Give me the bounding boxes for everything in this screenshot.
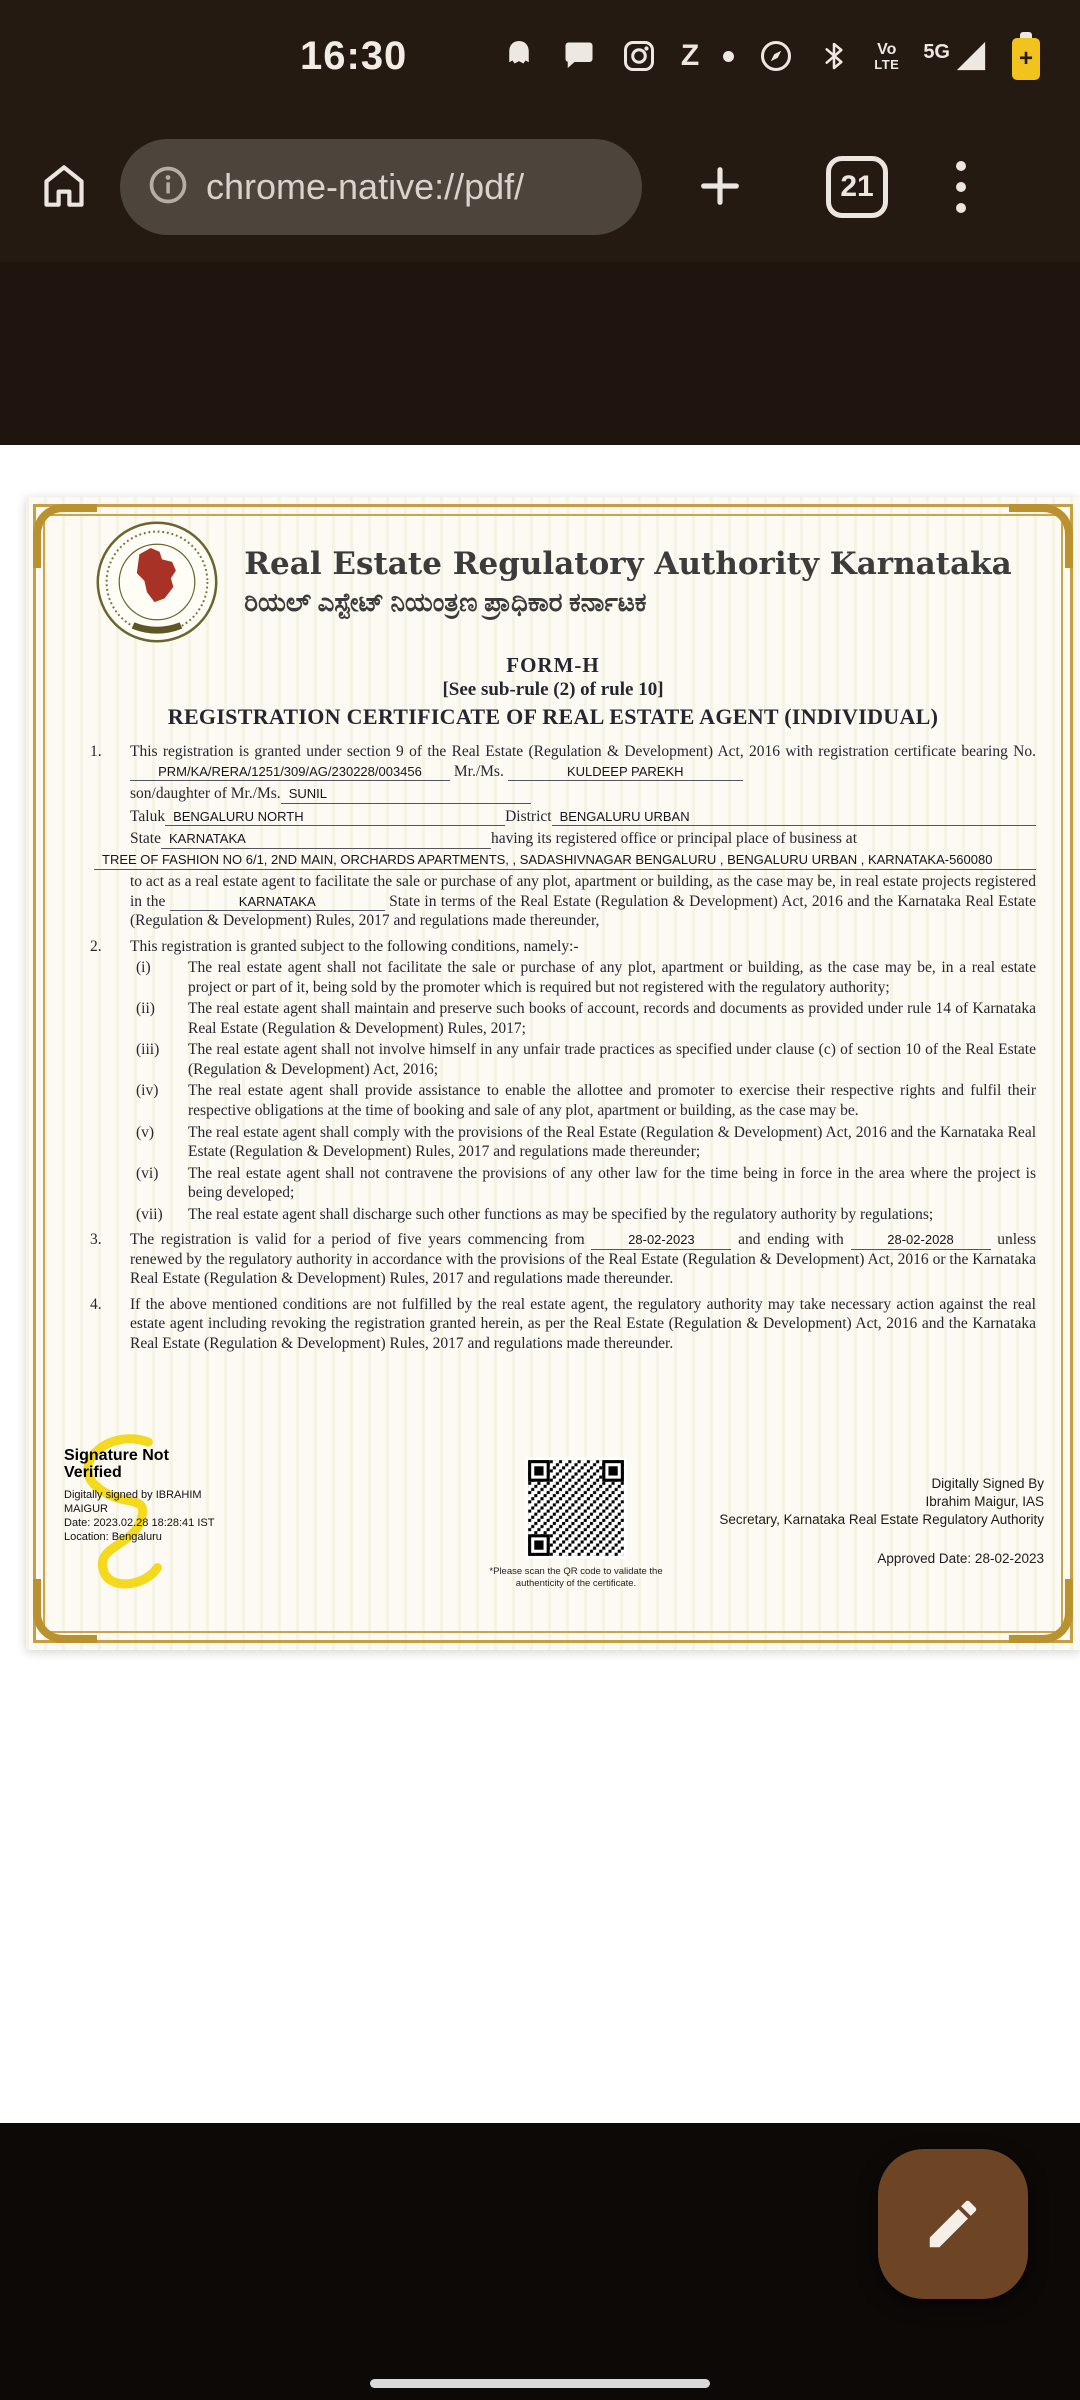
registration-number: PRM/KA/RERA/1251/309/AG/230228/003456	[130, 764, 450, 782]
digitally-signed-by-text: Digitally signed by IBRAHIM MAIGUR	[64, 1488, 202, 1515]
tab-switcher-button[interactable]	[826, 156, 888, 218]
office-address: TREE OF FASHION NO 6/1, 2ND MAIN, ORCHARDS APARTMENTS, , SADASHIVNAGAR BENGALURU , BENGALURU URBAN , KARNATAKA-560080	[94, 852, 1036, 871]
z-notification-icon: Z	[680, 39, 700, 72]
page-info-icon[interactable]	[146, 163, 190, 212]
status-time: 16:30	[300, 33, 408, 78]
volte-icon	[874, 42, 899, 71]
condition-iv: (iv) The real estate agent shall provide assistance to enable the allottee and promoter to exercise their respective rights and fulfil their respective obligations at the time of booking and sale of any plot, apartment or building, as the case may be.	[136, 1082, 1036, 1119]
office-text: having its registered office or principal place of business at	[491, 830, 857, 848]
clause-4	[90, 1295, 1036, 1354]
authority-name-kannada: ರಿಯಲ್ ಎಸ್ಟೇಟ್ ನಿಯಂತ್ರಣ ಪ್ರಾಧಿಕಾರ ಕರ್ನಾಟಕ	[244, 587, 647, 617]
status-bar	[0, 0, 1080, 112]
approval-date: Approved Date: 28-02-2023	[877, 1551, 1044, 1566]
status-icons	[501, 32, 1040, 80]
rule-reference: [See sub-rule (2) of rule 10]	[442, 679, 664, 700]
signature-not-verified-text: Signature Not Verified	[64, 1447, 169, 1482]
mr-ms-label: Mr./Ms.	[453, 762, 504, 780]
compass-icon	[758, 38, 794, 74]
condition-vii: (vii) The real estate agent shall discharge such other functions as may be specified by the regulatory authority by regulations;	[136, 1205, 934, 1223]
validity-text-3: unless renewed by the regulatory authority in accordance with the provisions of the Real Estate (Regulation & Development) Act, 2016 or the Karnataka Real Estate (Regulation & Development) Rules, 2017 and regulations made thereunder.	[130, 1231, 1037, 1288]
condition-i: (i) The real estate agent shall not facilitate the sale or purchase of any plot, apartment or building, as the case may be, in a real estate project or part of it, being sold by the promoter which is required but not registered with the regulatory authority;	[136, 959, 1036, 996]
url-text: chrome-native://pdf/	[206, 166, 525, 207]
act-text-1: to act as a real estate agent to facilitate the sale or purchase of any plot, apartment or building, as the case may be, in real estate projects registered in the	[130, 873, 1036, 910]
end-date: 28-02-2028	[851, 1232, 991, 1250]
gesture-handle[interactable]	[370, 2379, 710, 2388]
volte-bottom-label: LTE	[874, 56, 900, 72]
condition-v: (v) The real estate agent shall comply with the provisions of the Real Estate (Regulation & Development) Act, 2016 and the Karnataka Real Estate (Regulation & Development) Rules, 2017 and regulations made thereunder;	[136, 1123, 1036, 1161]
clause-2	[90, 937, 1036, 1224]
validity-text-1: The registration is valid for a period of five years commencing from	[130, 1231, 585, 1249]
condition-vi: (vi) The real estate agent shall not contravene the provisions of any other law for the time being in force in the area where the project is being developed;	[136, 1164, 1036, 1202]
authority-name: Real Estate Regulatory Authority Karnataka	[244, 545, 1012, 582]
signature-location: Location: Bengaluru	[64, 1530, 162, 1543]
approval-block	[604, 1473, 1044, 1566]
signal-triangle-icon	[954, 39, 988, 73]
chat-icon	[561, 38, 597, 74]
condition-ii: (ii) The real estate agent shall maintain and preserve such books of account, records and documents as provided under rule 14 of Karnataka Real Estate (Regulation & Development) Rules, 2017;	[136, 1000, 1036, 1037]
more-notifications-dot	[723, 51, 734, 62]
certificate-header	[70, 519, 1036, 645]
certificate	[26, 497, 1080, 1650]
new-tab-button[interactable]	[692, 158, 748, 217]
qr-caption: *Please scan the QR code to validate the authenticity of the certificate.	[489, 1566, 663, 1590]
clause-2-intro: This registration is granted subject to the following conditions, namely:-	[130, 937, 579, 955]
form-number: FORM-H	[506, 653, 600, 677]
tab-count: 21	[840, 170, 874, 203]
state-value: KARNATAKA	[161, 831, 491, 849]
district-label: District	[505, 807, 552, 825]
commencement-date: 28-02-2023	[591, 1232, 731, 1250]
clause-3	[90, 1230, 1036, 1289]
bluetooth-icon	[818, 38, 850, 74]
clause-3-number: 3.	[90, 1231, 102, 1249]
clause-4-number: 4.	[90, 1295, 102, 1313]
karnataka-rera-emblem	[94, 519, 220, 645]
battery-saver-icon	[1012, 32, 1040, 80]
approval-signed-by-label: Digitally Signed By	[931, 1476, 1044, 1491]
son-daughter-label: son/daughter of Mr./Ms.	[130, 785, 281, 803]
pdf-letterbox	[0, 262, 1080, 445]
registered-state: KARNATAKA	[170, 894, 385, 912]
agent-name: KULDEEP PAREKH	[508, 764, 743, 782]
url-bar[interactable]	[120, 139, 642, 235]
parent-name: SUNIL	[281, 786, 531, 804]
home-button[interactable]	[36, 158, 92, 217]
signal-5g-icon	[923, 39, 988, 73]
clause-1-intro: This registration is granted under section 9 of the Real Estate (Regulation & Development) Act, 2016 with registration certificate bearing No.	[130, 743, 1036, 760]
menu-button[interactable]	[946, 151, 976, 223]
pdf-page[interactable]	[0, 445, 1080, 2123]
condition-iii: (iii) The real estate agent shall not involve himself in any unfair trade practices as specified under clause (c) of section 10 of the Real Estate (Regulation & Development) Act, 2016;	[136, 1041, 1036, 1078]
certificate-body	[70, 742, 1036, 1353]
approval-designation: Secretary, Karnataka Real Estate Regulatory Authority	[719, 1512, 1044, 1527]
edit-fab[interactable]	[878, 2149, 1028, 2299]
act-text-2: State in terms of the Real Estate (Regulation & Development) Act, 2016 and the Karnataka Real Estate (Regulation & Development) Rules, 2017 and regulations made thereunder,	[130, 892, 1036, 930]
validity-text-2: and ending with	[738, 1231, 844, 1249]
taluk-label: Taluk	[130, 807, 166, 825]
taluk-value: BENGALURU NORTH	[165, 809, 505, 827]
volte-top-label: Vo	[877, 40, 897, 58]
network-type-label: 5G	[923, 41, 950, 63]
approval-signer: Ibrahim Maigur, IAS	[925, 1494, 1044, 1509]
instagram-icon	[621, 38, 657, 74]
pencil-icon	[922, 2193, 984, 2255]
state-label: State	[130, 830, 161, 848]
bottom-bar	[0, 2123, 1080, 2400]
clause-2-number: 2.	[90, 937, 102, 955]
certificate-title: REGISTRATION CERTIFICATE OF REAL ESTATE AGENT (INDIVIDUAL)	[167, 704, 939, 729]
battery-plus-label: +	[1018, 45, 1033, 72]
district-value: BENGALURU URBAN	[552, 809, 1036, 827]
clause-1	[90, 742, 1036, 931]
clause-1-number: 1.	[90, 743, 102, 760]
signature-date: Date: 2023.02.28 18:28:41 IST	[64, 1516, 215, 1529]
clause-4-text: If the above mentioned conditions are not fulfilled by the real estate agent, the regulatory authority may take necessary action against the real estate agent including revoking the registration granted herein, as per the Real Estate (Regulation & Development) Act, 2016 and the Karnataka Real Estate (Regulation & Development) Rules, 2017 and regulations made thereunder.	[130, 1295, 1036, 1352]
signature-stamp	[64, 1447, 294, 1544]
snapchat-icon	[501, 38, 537, 74]
browser-toolbar	[0, 112, 1080, 262]
